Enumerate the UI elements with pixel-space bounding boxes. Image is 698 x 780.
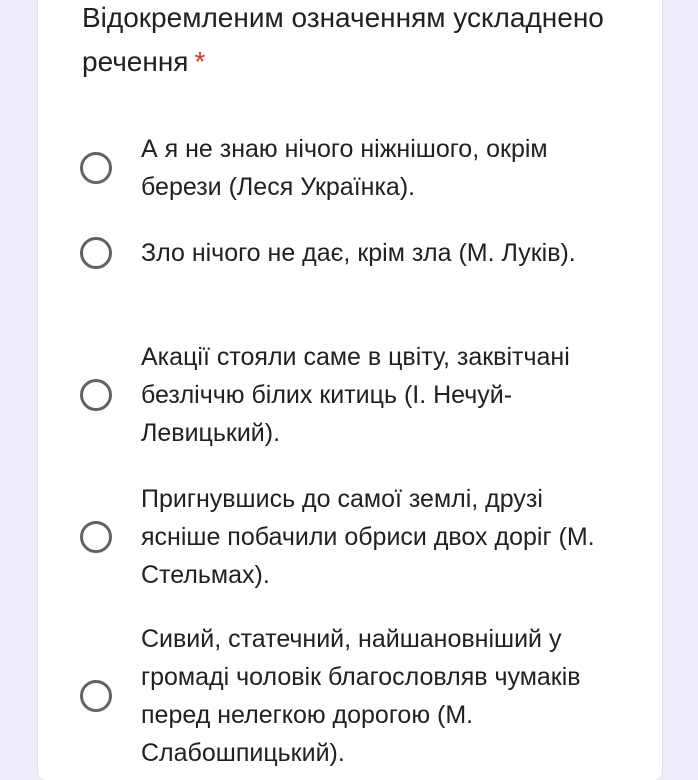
question-title — [82, 0, 642, 84]
radio-button-icon[interactable] — [80, 680, 112, 712]
radio-option-2[interactable] — [80, 234, 620, 272]
radio-button-icon[interactable] — [80, 379, 112, 411]
radio-option-5[interactable] — [80, 620, 620, 772]
option-label: Пригнувшись до самої землі, друзі ясніше побачили обриси двох доріг (М. Стельмах). — [141, 485, 595, 589]
radio-option-1[interactable] — [80, 130, 620, 206]
radio-option-4[interactable] — [80, 480, 620, 594]
required-asterisk: * — [194, 46, 206, 77]
radio-option-3[interactable] — [80, 338, 620, 452]
option-label: А я не знаю нічого ніжнішого, окрім берези (Леся Українка). — [141, 135, 548, 201]
option-label: Акації стояли саме в цвіту, заквітчані безліччю білих китиць (І. Нечуй-Левицький). — [141, 343, 570, 447]
option-label: Сивий, статечний, найшановніший у громаді чоловік благословляв чумаків перед нелегкою дорогою (М. Слабошпицький). — [141, 625, 581, 767]
radio-button-icon[interactable] — [80, 237, 112, 269]
option-label: Зло нічого не дає, крім зла (М. Луків). — [141, 239, 576, 267]
radio-button-icon[interactable] — [80, 152, 112, 184]
question-title-text: Відокремленим означенням ускладнено речення — [82, 2, 604, 77]
radio-button-icon[interactable] — [80, 521, 112, 553]
